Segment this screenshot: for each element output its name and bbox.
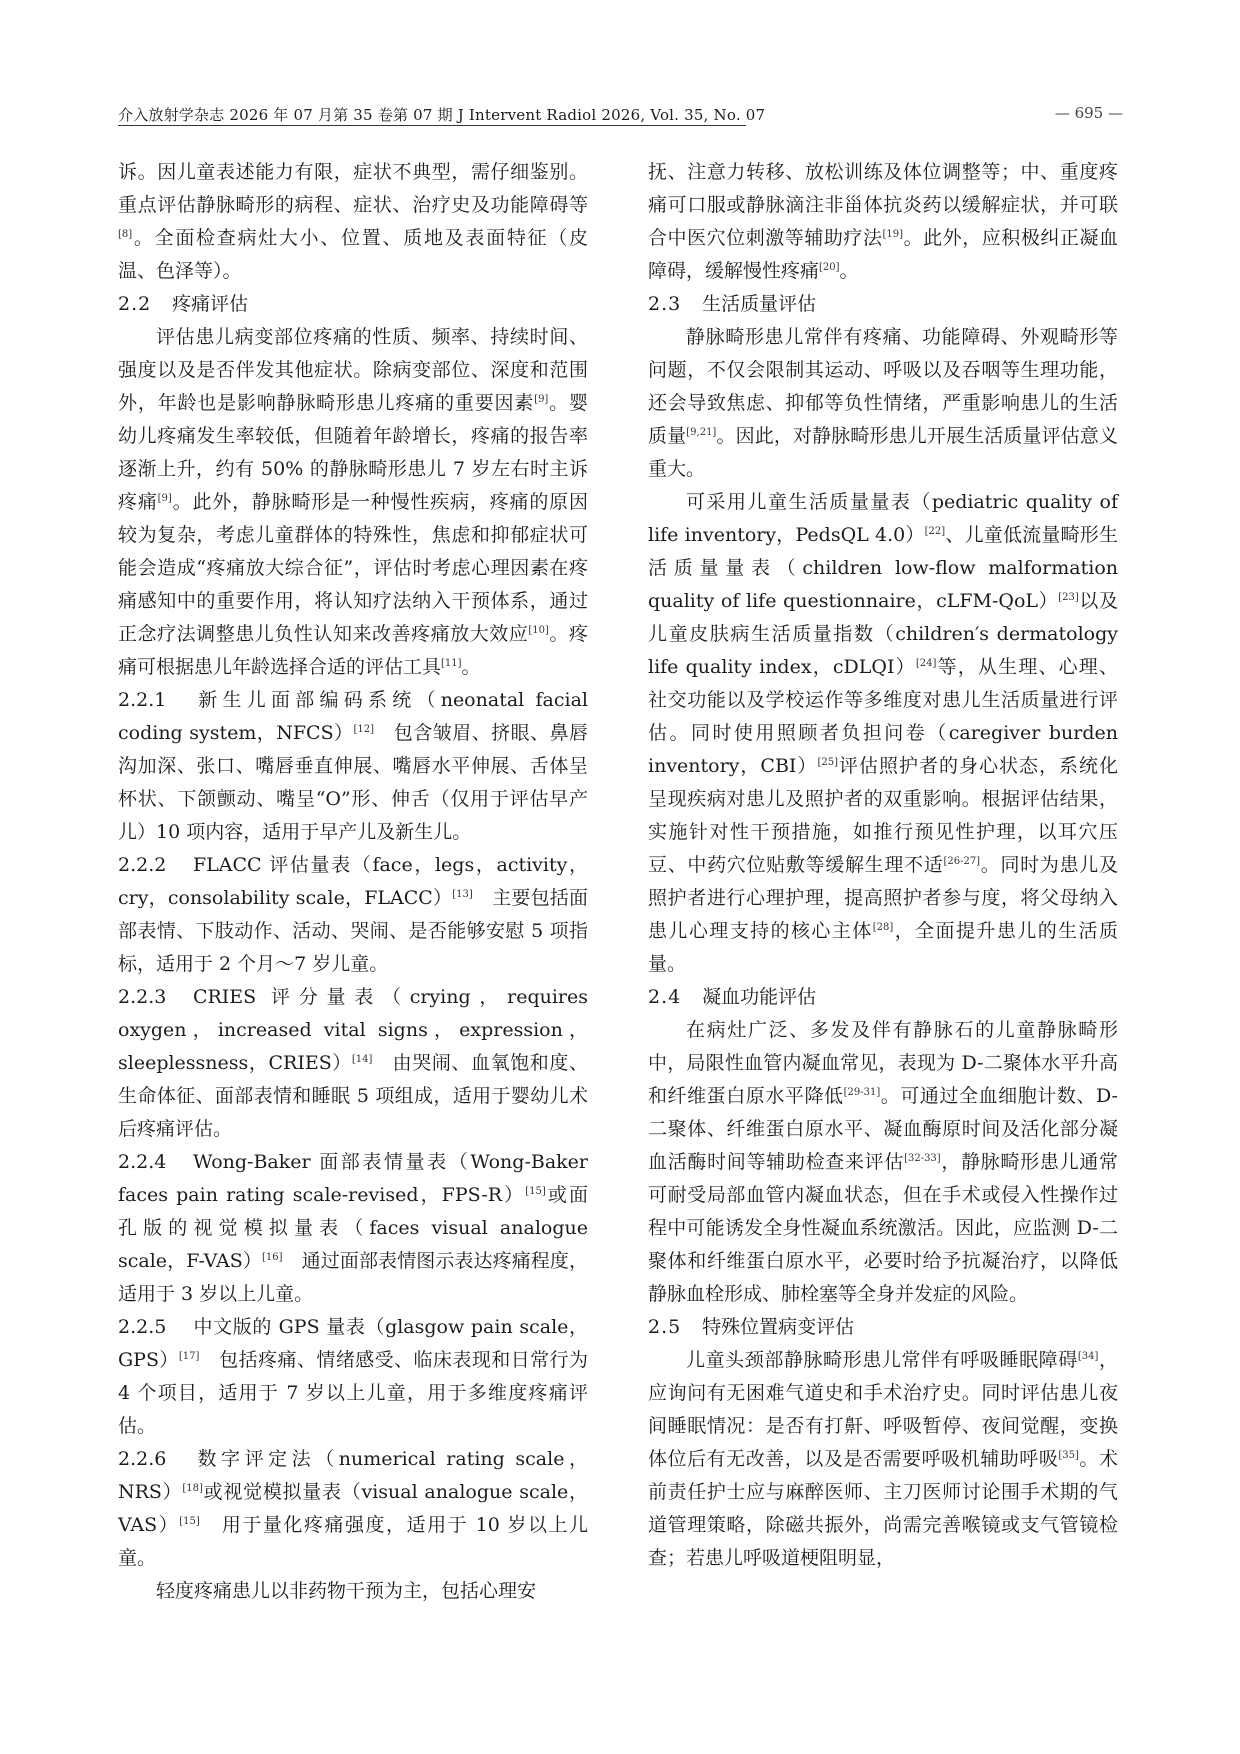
section-number: 2.2.6 bbox=[118, 1448, 167, 1470]
citation: [26-27] bbox=[943, 856, 981, 867]
header-rule bbox=[118, 125, 746, 126]
section-title: 凝血功能评估 bbox=[702, 986, 817, 1008]
paragraph: 抚、注意力转移、放松训练及体位调整等；中、重度疼痛可口服或静脉滴注非甾体抗炎药以缓解症状，并可联合中医穴位刺激等辅助疗法[19]。此外，应积极纠正凝血障碍，缓解慢性疼痛[20]。 bbox=[648, 161, 1118, 282]
section-number: 2.4 bbox=[648, 986, 682, 1008]
section-heading bbox=[118, 288, 588, 321]
citation: [14] bbox=[351, 1054, 373, 1065]
left-column bbox=[118, 156, 588, 1608]
citation: [32-33] bbox=[904, 1153, 941, 1164]
section-number: 2.2.1 bbox=[118, 689, 167, 711]
section-number: 2.2 bbox=[118, 293, 152, 315]
citation: [17] bbox=[178, 1351, 200, 1362]
citation: [22] bbox=[924, 526, 946, 537]
section-title: 生活质量评估 bbox=[702, 293, 817, 315]
section-number: 2.3 bbox=[648, 293, 682, 315]
citation: [20] bbox=[819, 262, 840, 273]
paragraph: 轻度疼痛患儿以非药物干预为主，包括心理安 bbox=[156, 1580, 537, 1602]
citation: [25] bbox=[817, 757, 838, 768]
citation: [16] bbox=[261, 1252, 283, 1263]
running-header bbox=[118, 100, 1123, 126]
subsection-paragraph: 2.2.2 FLACC 评估量表（face，legs，activity，cry，consolability scale，FLACC）[13] 主要包括面部表情、下肢动作、活动、哭闹、是否能够安慰 5 项指标，适用于 2 个月～7 岁儿童。 bbox=[118, 854, 588, 975]
paragraph: 在病灶广泛、多发及伴有静脉石的儿童静脉畸形中，局限性血管内凝血常见，表现为 D-二聚体水平升高和纤维蛋白原水平降低[29-31]。可通过全血细胞计数、D-二聚体、纤维蛋白原水平、凝血酶原时间及活化部分凝血活酶时间等辅助检查来评估[32-33]，静脉畸形患儿通常可耐受局部血管内凝血状态，但在手术或侵入性操作过程中可能诱发全身性凝血系统激活。因此，应监测 D-二聚体和纤维蛋白原水平，必要时给予抗凝治疗，以降低静脉血栓形成、肺栓塞等全身并发症的风险。 bbox=[648, 1019, 1118, 1305]
citation: [15] bbox=[179, 1516, 200, 1527]
section-number: 2.2.4 bbox=[118, 1151, 167, 1173]
paragraph: 静脉畸形患儿常伴有疼痛、功能障碍、外观畸形等问题，不仅会限制其运动、呼吸以及吞咽等生理功能，还会导致焦虑、抑郁等负性情绪，严重影响患儿的生活质量[9,21]。因此，对静脉畸形患儿开展生活质量评估意义重大。 bbox=[648, 326, 1118, 480]
subsection-paragraph: 2.2.6 数字评定法（numerical rating scale，NRS）[18]或视觉模拟量表（visual analogue scale，VAS）[15] 用于量化疼痛强度，适用于 10 岁以上儿童。 bbox=[118, 1448, 589, 1569]
citation: [35] bbox=[1058, 1450, 1079, 1461]
subsection-paragraph: 2.2.3 CRIES 评分量表（crying，requires oxygen，increased vital signs，expression，sleeplessness，CRIES）[14] 由哭闹、血氧饱和度、生命体征、面部表情和睡眠 5 项组成，适用于婴幼儿术后疼痛评估。 bbox=[118, 986, 588, 1140]
citation: [34] bbox=[1077, 1351, 1099, 1362]
paragraph: 可采用儿童生活质量量表（pediatric quality of life inventory，PedsQL 4.0）[22]、儿童低流量畸形生活质量量表（children low-flow malformation quality of life questionnaire，cLFM-QoL）[23]以及儿童皮肤病生活质量指数（children′s dermatology life quality index，cDLQI）[24]等，从生理、心理、社交功能以及学校运作等多维度对患儿生活质量进行评估。同时使用照顾者负担问卷（caregiver burden inventory，CBI）[25]评估照护者的身心状态，系统化呈现疾病对患儿及照护者的双重影响。根据评估结果，实施针对性干预措施，如推行预见性护理，以耳穴压豆、中药穴位贴敷等缓解生理不适[26-27]。同时为患儿及照护者进行心理护理，提高照护者参与度，将父母纳入患儿心理支持的核心主体[28]，全面提升患儿的生活质量。 bbox=[648, 491, 1118, 975]
journal-info: 介入放射学杂志 2026 年 07 月第 35 卷第 07 期 J Intervent Radiol 2026, Vol. 35, No. 07 bbox=[118, 106, 766, 124]
section-heading bbox=[648, 288, 1118, 321]
citation: [8] bbox=[118, 229, 133, 240]
section-number: 2.2.5 bbox=[118, 1316, 167, 1338]
paragraph: 评估患儿病变部位疼痛的性质、频率、持续时间、强度以及是否伴发其他症状。除病变部位、深度和范围外，年龄也是影响静脉畸形患儿疼痛的重要因素[9]。婴幼儿疼痛发生率较低，但随着年龄增长，疼痛的报告率逐渐上升，约有 50% 的静脉畸形患儿 7 岁左右时主诉疼痛[9]。此外，静脉畸形是一种慢性疾病，疼痛的原因较为复杂，考虑儿童群体的特殊性，焦虑和抑郁症状可能会造成“疼痛放大综合征”，评估时考虑心理因素在疼痛感知中的重要作用，将认知疗法纳入干预体系，通过正念疗法调整患儿负性认知来改善疼痛放大效应[10]。疼痛可根据患儿年龄选择合适的评估工具[11]。 bbox=[118, 326, 588, 678]
citation: [9] bbox=[534, 394, 549, 405]
subsection-paragraph: 2.2.4 Wong-Baker 面部表情量表（Wong-Baker faces pain rating scale-revised，FPS-R）[15]或面孔版的视觉模拟量表（faces visual analogue scale，F-VAS）[16] 通过面部表情图示表达疼痛程度，适用于 3 岁以上儿童。 bbox=[118, 1151, 588, 1305]
citation: [29-31] bbox=[843, 1087, 881, 1098]
citation: [15] bbox=[525, 1186, 546, 1197]
citation: [24] bbox=[915, 658, 937, 669]
subsection-paragraph: 2.2.5 中文版的 GPS 量表（glasgow pain scale，GPS）[17] 包括疼痛、情绪感受、临床表现和日常行为 4 个项目，适用于 7 岁以上儿童，用于多维度疼痛评估。 bbox=[118, 1316, 588, 1437]
section-number: 2.2.3 bbox=[118, 986, 167, 1008]
citation: [11] bbox=[441, 658, 462, 669]
section-heading bbox=[648, 1311, 1118, 1344]
paragraph: 诉。因儿童表述能力有限，症状不典型，需仔细鉴别。重点评估静脉畸形的病程、症状、治疗史及功能障碍等[8]。全面检查病灶大小、位置、质地及表面特征（皮温、色泽等）。 bbox=[118, 161, 588, 282]
citation: [23] bbox=[1058, 592, 1079, 603]
section-heading bbox=[648, 981, 1118, 1014]
citation: [28] bbox=[872, 922, 894, 933]
page-number: — 695 — bbox=[1054, 104, 1123, 122]
citation: [19] bbox=[882, 229, 904, 240]
citation: [12] bbox=[353, 724, 375, 735]
citation: [10] bbox=[528, 625, 549, 636]
subsection-paragraph: 2.2.1 新生儿面部编码系统（neonatal facial coding system，NFCS）[12] 包含皱眉、挤眼、鼻唇沟加深、张口、嘴唇垂直伸展、嘴唇水平伸展、舌体呈杯状、下颌颤动、嘴呈“O”形、伸舌（仅用于评估早产儿）10 项内容，适用于早产儿及新生儿。 bbox=[118, 689, 588, 843]
citation: [9] bbox=[157, 493, 172, 504]
citation: [9,21] bbox=[686, 427, 717, 438]
section-title: 疼痛评估 bbox=[172, 293, 249, 315]
section-title: 特殊位置病变评估 bbox=[702, 1316, 855, 1338]
right-column bbox=[648, 156, 1118, 1575]
citation: [18] bbox=[182, 1483, 203, 1494]
section-number: 2.2.2 bbox=[118, 854, 167, 876]
paragraph: 儿童头颈部静脉畸形患儿常伴有呼吸睡眠障碍[34]，应询问有无困难气道史和手术治疗史。同时评估患儿夜间睡眠情况：是否有打鼾、呼吸暂停、夜间觉醒，变换体位后有无改善，以及是否需要呼吸机辅助呼吸[35]。术前责任护士应与麻醉医师、主刀医师讨论围手术期的气道管理策略，除磁共振外，尚需完善喉镜或支气管镜检查；若患儿呼吸道梗阻明显， bbox=[648, 1349, 1118, 1569]
citation: [13] bbox=[452, 889, 473, 900]
section-number: 2.5 bbox=[648, 1316, 682, 1338]
